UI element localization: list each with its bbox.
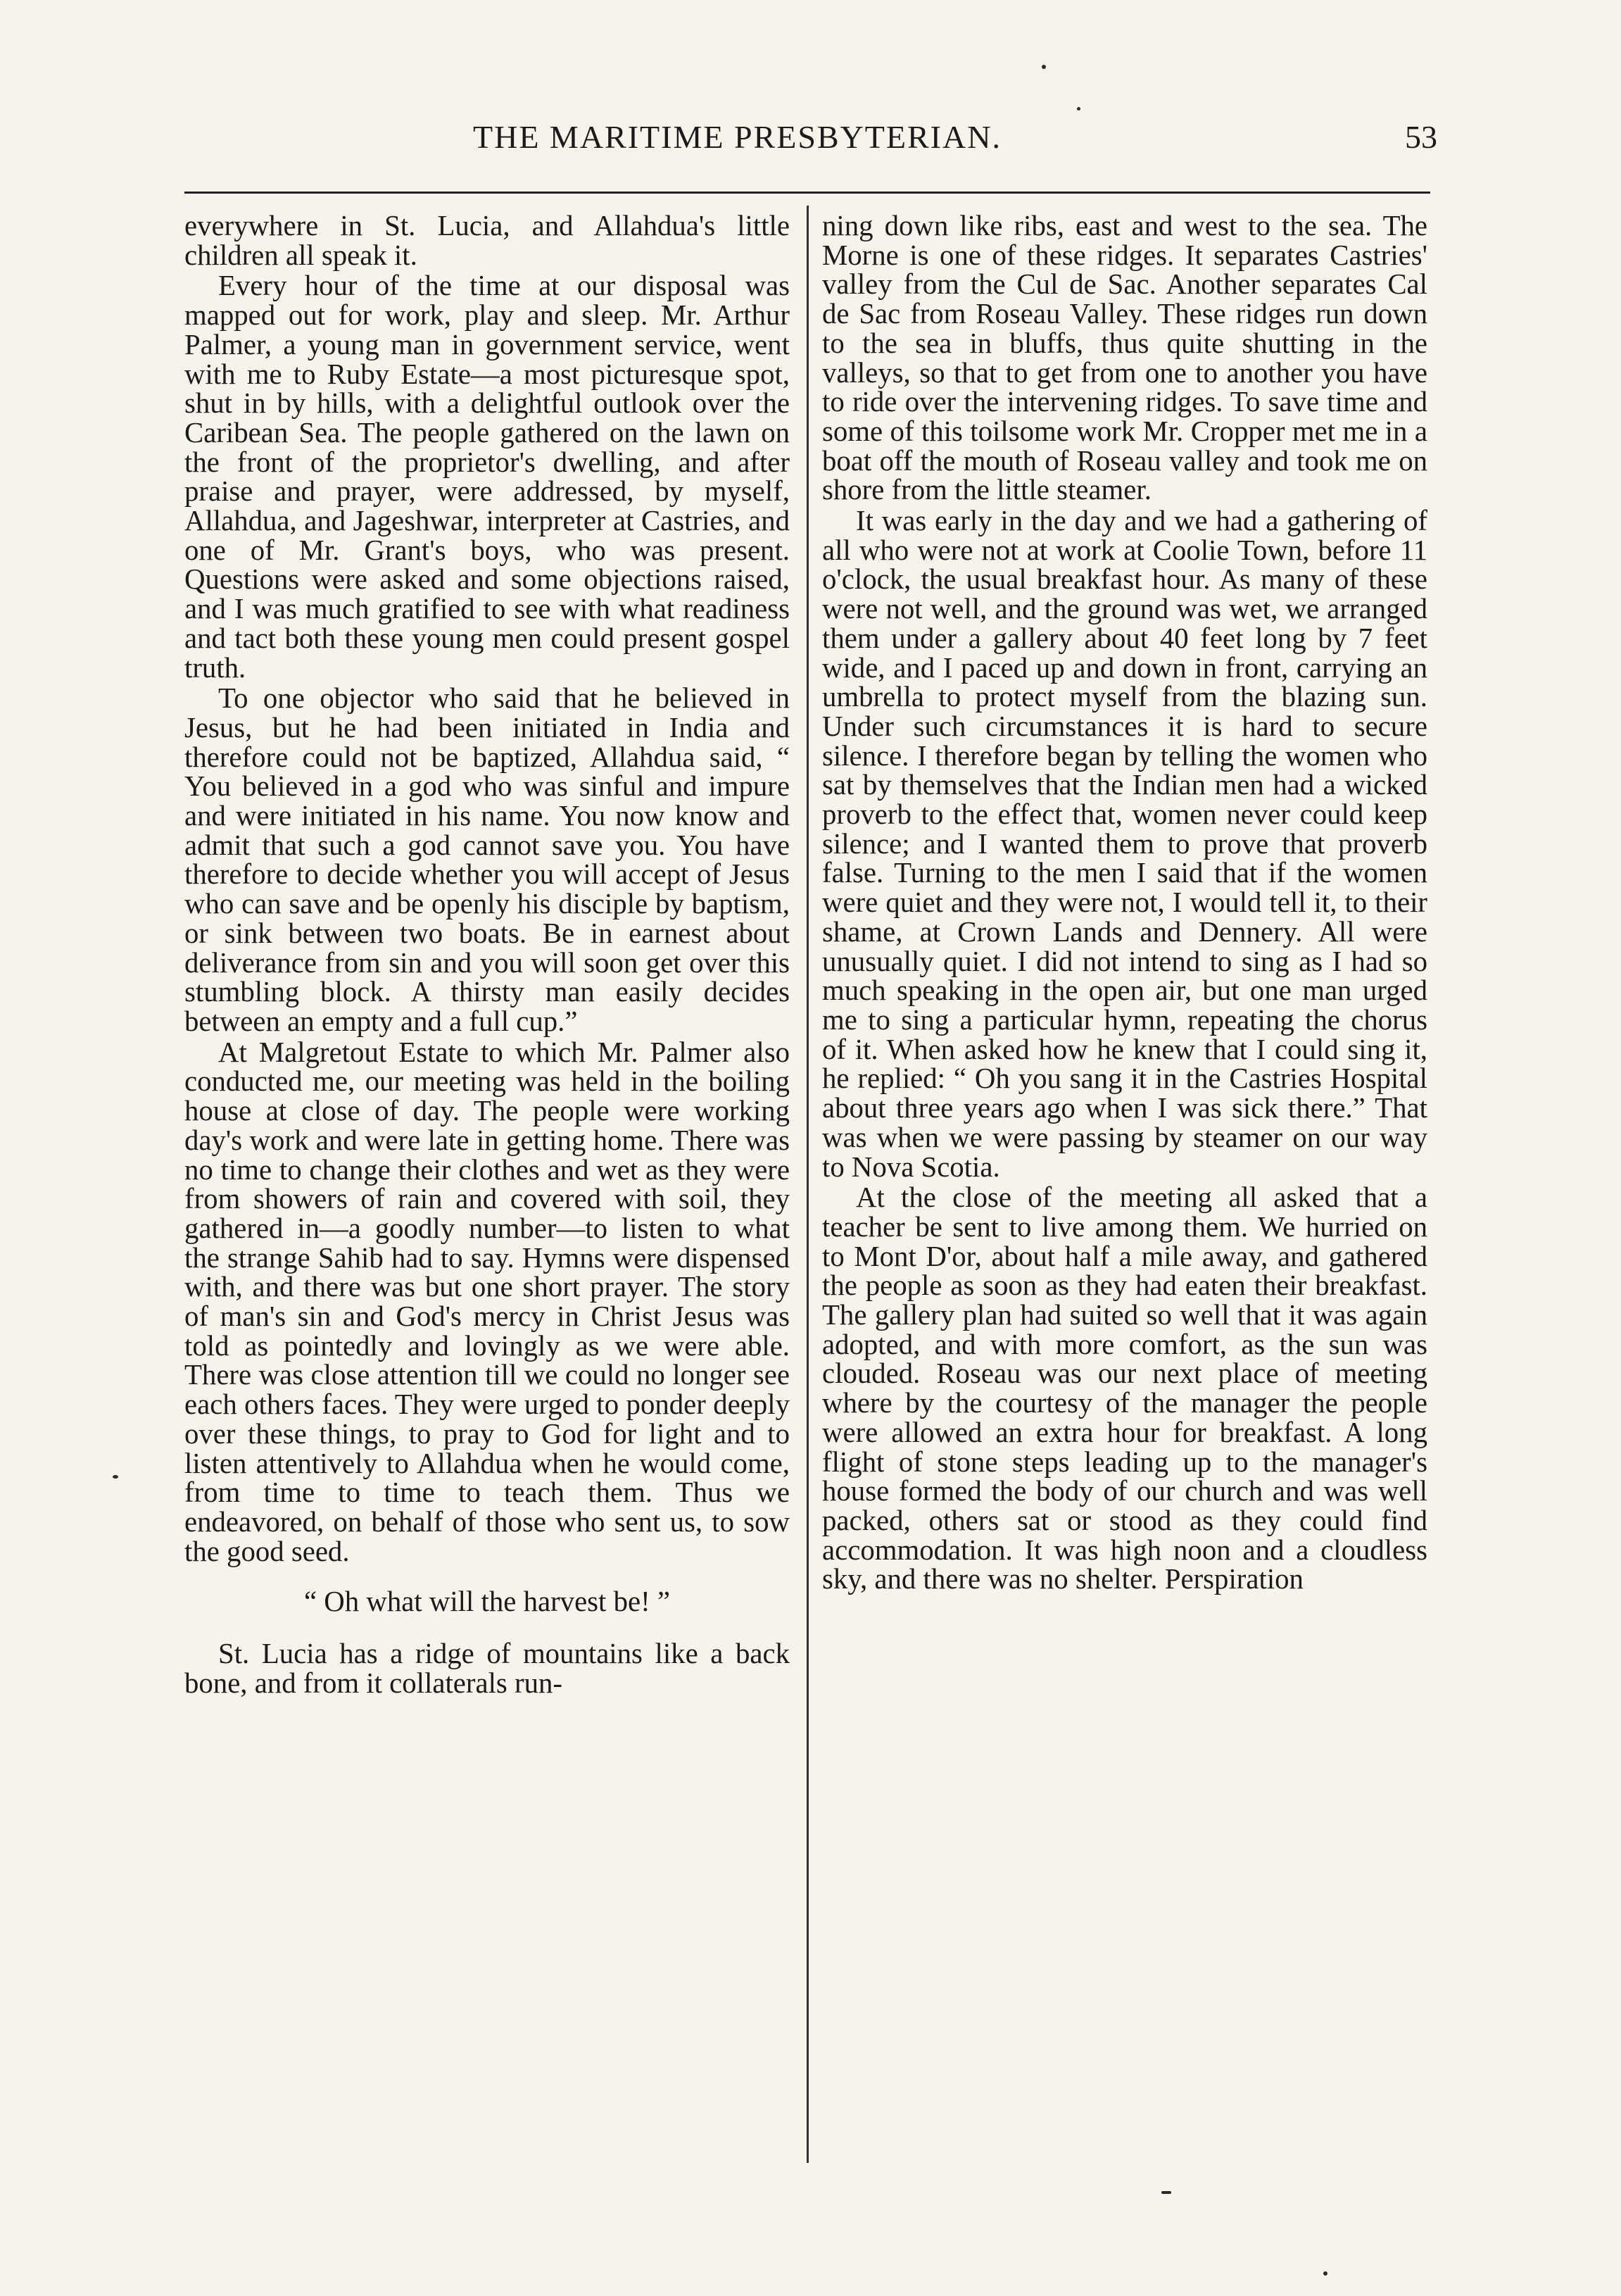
paragraph: everywhere in St. Lucia, and Allahdua's little children all speak it.: [184, 211, 790, 271]
paragraph: To one objector who said that he believed in Jesus, but he had been initiated in India and therefore could not be baptized, Allahdua said, “ You believed in a god who was sinful and impure and were initiated in his name. You now know and admit that such a god cannot save you. You have therefore to decide whether you will accept of Jesus who can save and be openly his disciple by baptism, or sink between two boats. Be in earnest about deliverance from sin and you will soon get over this stumbling block. A thirsty man easily decides between an empty and a full cup.”: [184, 682, 790, 1037]
right-column: [822, 211, 1427, 2154]
paragraph: It was early in the day and we had a gathering of all who were not at work at Coolie Town, before 11 o'clock, the usual breakfast hour. As many of these were not well, and the ground was wet, we arranged them under a gallery about 40 feet long by 7 feet wide, and I paced up and down in front, carrying an umbrella to protect myself from the blazing sun. Under such circumstances it is hard to secure silence. I therefore began by telling the women who sat by themselves that the Indian men had a wicked proverb to the effect that, women never could keep silence; and I wanted them to prove that proverb false. Turning to the men I said that if the women were quiet and they were not, I would tell it, to their shame, at Crown Lands and Dennery. All were unusually quiet. I did not intend to sing as I had so much speaking in the open air, but one man urged me to sing a particular hymn, repeating the chorus of it. When asked how he knew that I could sing it, he replied: “ Oh you sang it in the Castries Hospital about three years ago when I was sick there.” That was when we were passing by steamer on our way to Nova Scotia.: [822, 505, 1427, 1183]
paragraph: At the close of the meeting all asked that a teacher be sent to live among them. We hurried on to Mont D'or, about half a mile away, and gathered the people as soon as they had eaten their breakfast. The gallery plan had suited so well that it was again adopted, and with more comfort, as the sun was clouded. Roseau was our next place of meeting where by the courtesy of the manager the people were allowed an extra hour for breakfast. A long flight of stone steps leading up to the manager's house formed the body of our church and was well packed, others sat or stood as they could find accommodation. It was high noon and a cloudless sky, and there was no shelter. Perspiration: [822, 1181, 1427, 1595]
page-number: 53: [1405, 119, 1437, 155]
scan-speck: [1161, 2191, 1171, 2194]
paragraph: Every hour of the time at our disposal was mapped out for work, play and sleep. Mr. Arthur Palmer, a young man in government service, went with me to Ruby Estate—a most picturesque spot, shut in by hills, with a delightful outlook over the Caribean Sea. The people gathered on the lawn on the front of the proprietor's dwelling, and after praise and prayer, were addressed, by myself, Allahdua, and Jageshwar, interpreter at Castries, and one of Mr. Grant's boys, who was present. Questions were asked and some objections raised, and I was much gratified to see with what readiness and tact both these young men could present gospel truth.: [184, 270, 790, 684]
left-column: [184, 211, 790, 2154]
page-title: THE MARITIME PRESBYTERIAN.: [473, 119, 1002, 155]
paragraph: ning down like ribs, east and west to the sea. The Morne is one of these ridges. It separates Castries' valley from the Cul de Sac. Another separates Cal de Sac from Roseau Valley. These ridges run down to the sea in bluffs, thus quite shutting in the valleys, so that to get from one to another you have to ride over the intervening ridges. To save time and some of this toilsome work Mr. Cropper met me in a boat off the mouth of Roseau valley and took me on shore from the little steamer.: [822, 211, 1427, 506]
verse-quote: “ Oh what will the harvest be! ”: [304, 1586, 670, 1618]
running-head: [184, 118, 1437, 161]
header-rule: [184, 192, 1430, 194]
paragraph: St. Lucia has a ridge of mountains like a back bone, and from it collaterals run-: [184, 1638, 790, 1699]
scan-speck: [1323, 2271, 1327, 2276]
scan-speck: [1042, 65, 1046, 69]
scan-speck: [113, 1475, 118, 1479]
paragraph: At Malgretout Estate to which Mr. Palmer also conducted me, our meeting was held in the boiling house at close of day. The people were working day's work and were late in getting home. There was no time to change their clothes and wet as they were from showers of rain and covered with soil, they gathered in—a goodly number—to listen to what the strange Sahib had to say. Hymns were dispensed with, and there was but one short prayer. The story of man's sin and God's mercy in Christ Jesus was told as pointedly and lovingly as we were able. There was close attention till we could no longer see each others faces. They were urged to ponder deeply over these things, to pray to God for light and to listen attentively to Allahdua when he would come, from time to time to teach them. Thus we endeavored, on behalf of those who sent us, to sow the good seed.: [184, 1036, 790, 1567]
scan-speck: [1077, 107, 1080, 111]
column-divider: [807, 206, 809, 2163]
